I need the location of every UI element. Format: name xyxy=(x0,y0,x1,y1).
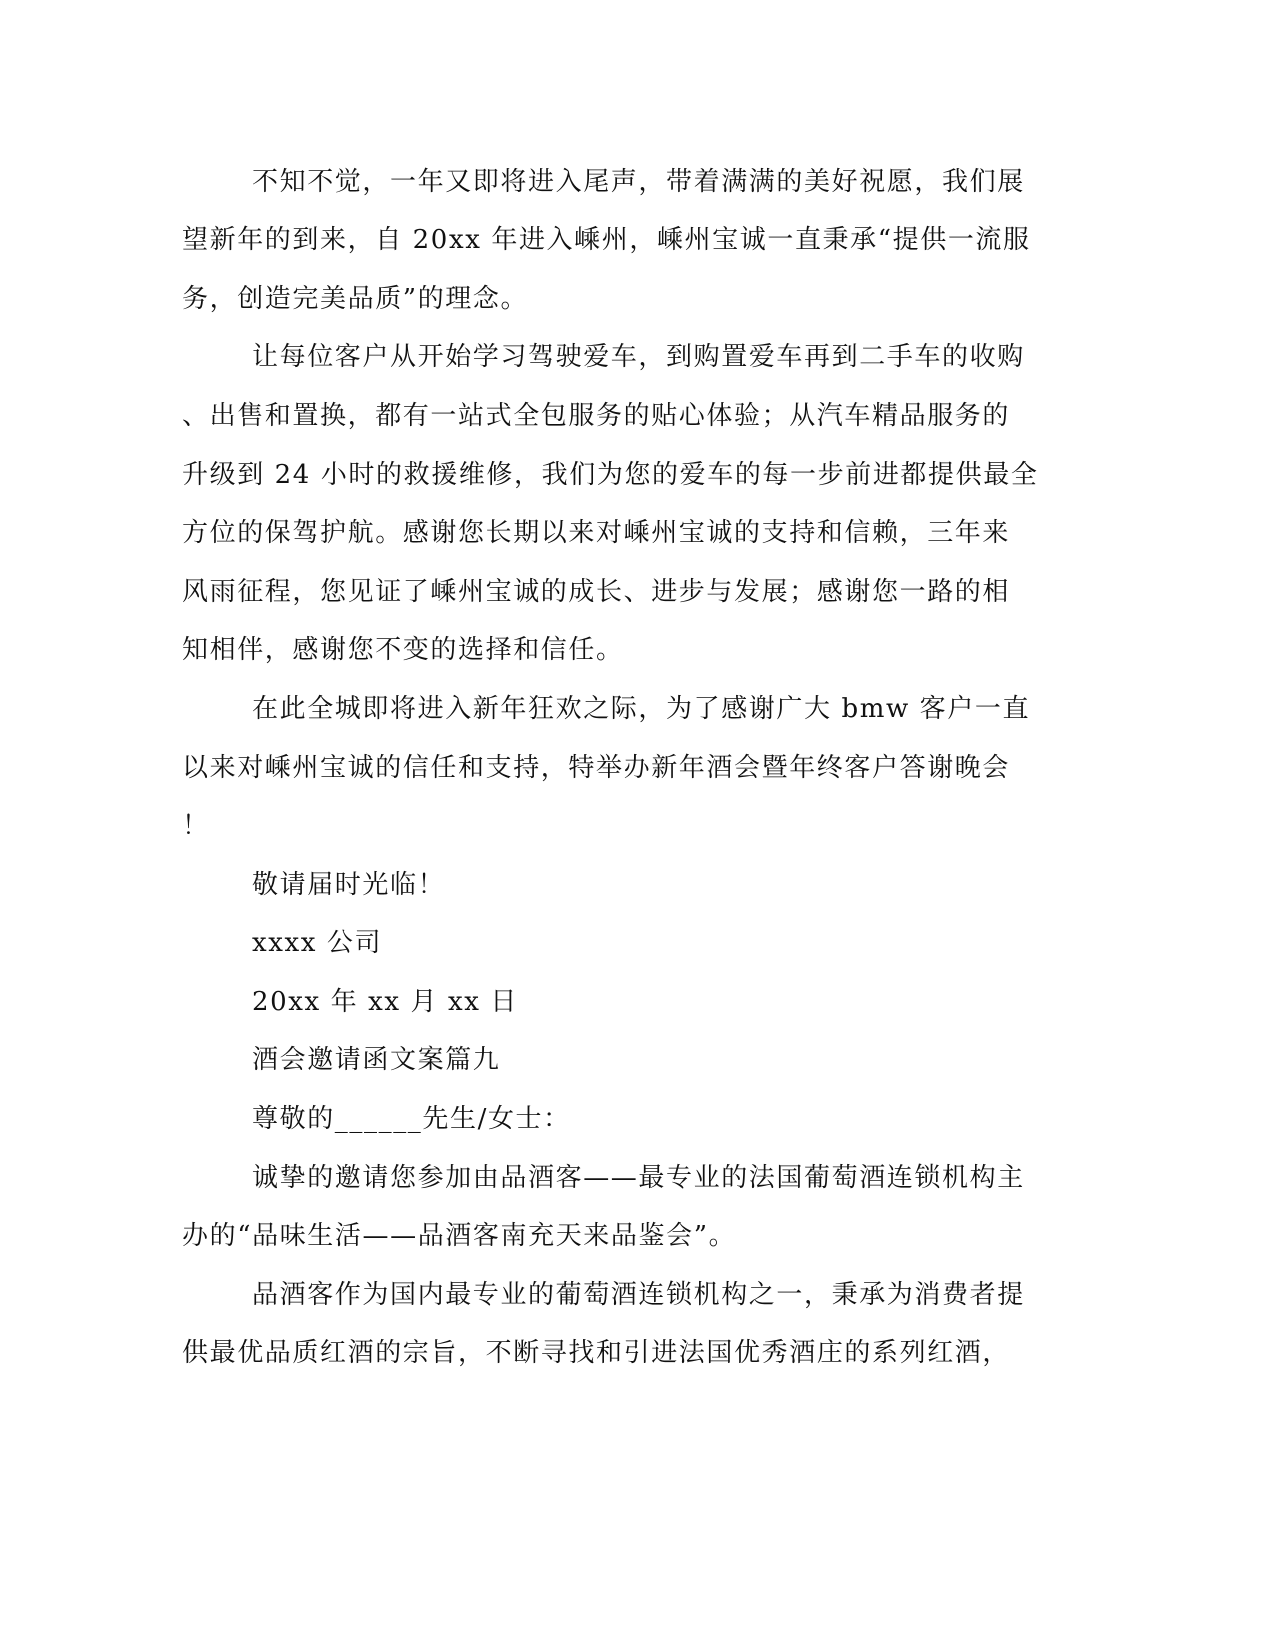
company-name: xxxx 公司 xyxy=(252,928,383,958)
paragraph-line: 知相伴，感谢您不变的选择和信任。 xyxy=(182,635,624,665)
date-line: 20xx 年 xx 月 xx 日 xyxy=(252,987,518,1017)
paragraph-line: 供最优品质红酒的宗旨，不断寻找和引进法国优秀酒庄的系列红酒， xyxy=(182,1338,1011,1368)
salutation: 尊敬的______先生/女士： xyxy=(252,1104,571,1134)
paragraph-line: 在此全城即将进入新年狂欢之际，为了感谢广大 bmw 客户一直 xyxy=(252,694,1031,724)
paragraph-line: 办的“品味生活——品酒客南充天来品鉴会”。 xyxy=(182,1221,737,1251)
paragraph-line: 品酒客作为国内最专业的葡萄酒连锁机构之一，秉承为消费者提 xyxy=(252,1280,1025,1310)
paragraph-line: 诚挚的邀请您参加由品酒客——最专业的法国葡萄酒连锁机构主 xyxy=(252,1163,1025,1193)
paragraph-line: 望新年的到来，自 20xx 年进入嵊州，嵊州宝诚一直秉承“提供一流服 xyxy=(182,225,1031,255)
paragraph-line: 风雨征程，您见证了嵊州宝诚的成长、进步与发展；感谢您一路的相 xyxy=(182,577,1011,607)
paragraph-line: 以来对嵊州宝诚的信任和支持，特举办新年酒会暨年终客户答谢晚会 xyxy=(182,753,1011,783)
paragraph-line: 、出售和置换，都有一站式全包服务的贴心体验；从汽车精品服务的 xyxy=(182,401,1011,431)
paragraph-line: 升级到 24 小时的救援维修，我们为您的爱车的每一步前进都提供最全 xyxy=(182,460,1039,490)
paragraph-line: ！ xyxy=(182,811,210,841)
paragraph-line: 让每位客户从开始学习驾驶爱车，到购置爱车再到二手车的收购 xyxy=(252,342,1025,372)
closing-line: 敬请届时光临！ xyxy=(252,870,446,900)
paragraph-line: 不知不觉，一年又即将进入尾声，带着满满的美好祝愿，我们展 xyxy=(252,167,1025,197)
section-title: 酒会邀请函文案篇九 xyxy=(252,1045,501,1075)
paragraph-line: 方位的保驾护航。感谢您长期以来对嵊州宝诚的支持和信赖，三年来 xyxy=(182,518,1011,548)
paragraph-line: 务，创造完美品质”的理念。 xyxy=(182,284,529,314)
